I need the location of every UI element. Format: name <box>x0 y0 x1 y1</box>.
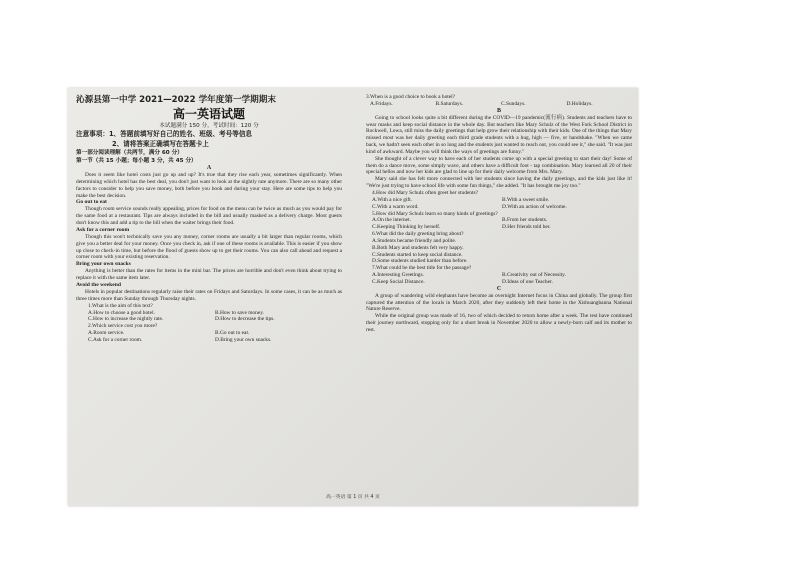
question-7: 7.What could be the best title for the passage? <box>372 265 472 272</box>
notice-label: 注意事项： <box>76 130 109 138</box>
option-1c: C.How to increase the nightly rate. <box>88 316 164 323</box>
option-6c: C.Students started to keep social distance. <box>372 251 463 258</box>
passage-a-paragraph-4: Hotels in popular destinations regularly raise their rates on Fridays and Saturdays. In some cases, it can be as much as three times more than Sunday through Thursday nights. <box>76 288 342 302</box>
question-2-options-cd <box>76 337 342 344</box>
option-7c: C.Keep Social Distance. <box>372 278 425 285</box>
score-time: 本试题满分 150 分，考试时间：120 分 <box>159 123 259 129</box>
option-2c: C.Ask for a corner room. <box>88 336 143 343</box>
option-2a: A.Room service. <box>88 330 125 337</box>
option-4b: B.With a sweet smile. <box>502 196 550 203</box>
question-7-options-cd <box>366 279 632 286</box>
question-1: 1.What is the aim of this text? <box>88 302 153 309</box>
notice-2: 2、请将答案正确填写在答题卡上 <box>112 139 209 148</box>
option-4a: A.With a nice gift. <box>372 196 413 203</box>
question-3: 3.When is a good choice to book a hotel? <box>366 94 456 100</box>
question-4: 4.How did Mary Schulz often greet her students? <box>372 189 478 196</box>
option-7a: A.Interesting Greetings. <box>372 272 424 279</box>
option-4d: D.With an action of welcome. <box>502 203 567 210</box>
passage-a-paragraph-1: Though room service sounds really appealing, prices for food on the menu can be twice as much as you would pay for the same food at a restaurant. Tips are always included in the bill and usually masked as a delivery charge. Most guests don't know this and add a tip to the bill when the waiter brings their food. <box>76 206 342 227</box>
part1-title: 第一部分阅读理解（共两节，满分 60 分） <box>76 150 183 156</box>
question-5: 5.How did Mary Schulz learn so many kinds of greetings? <box>372 210 498 217</box>
page-footer: 高一英语 第 1 页 共 4 页 <box>326 495 380 500</box>
option-1a: A.How to choose a good hotel. <box>88 309 155 316</box>
right-column <box>366 94 632 484</box>
option-5c: C.Keeping Thinking by herself. <box>372 224 441 231</box>
notice-1 <box>76 130 342 140</box>
passage-b-paragraph-3: Mary said she has felt more connected with her students since having the daily greetings, and the kids just like it! "We're just trying to have school life with some fun things," she added. "It has brought me joy too." <box>366 176 632 190</box>
option-4c: C.With a warm word. <box>372 203 419 210</box>
exam-title: 高一英语试题 <box>172 107 245 121</box>
passage-c-paragraph-2: While the original group was made of 16, two of which decided to return home after a week. The rest have continued their journey northward, stopping only for a short break in November 2020 to allow a newly-born calf and its mother to rest. <box>366 313 632 333</box>
option-7b: B.Creativity out of Necessity. <box>502 272 566 279</box>
exam-sheet <box>68 88 638 506</box>
passage-b-paragraph-1: Going to school looks quite a bit different during the COVID—19 pandemic(流行病). Students and teachers have to wear masks and keep social distance in the whole day. But teachers like Mary Schulz of the West Fork School District in Rockwell, Lowa, still miss the daily greetings that help grow their relationship with their kids. One of the things that Mary missed most was her daily greeting each third grade students with a hug, high — five, or handshake. "When we came back, we hadn't seen each other in so long and the students just wanted to reach out, you could see it," she said. "It was just kind of awkward. Maybe you will think the ways of greetings are funny." <box>366 114 632 155</box>
option-6a: A.Students became friendly and polite. <box>372 237 457 244</box>
question-6: 6.What did the daily greeting bring about? <box>372 231 464 238</box>
passage-a-heading-1: Go out to eat <box>76 199 107 206</box>
school-title: 沁源县第一中学 2021—2022 学年度第一学期期末 <box>76 95 276 105</box>
passage-c-letter: C <box>496 285 502 292</box>
passage-a-letter: A <box>206 165 212 171</box>
option-3a: A.Fridays. <box>370 100 393 107</box>
option-5d: D.Her friends told her. <box>502 224 551 231</box>
passage-a-paragraph-3: Anything is better than the rates for items in the mini bar. The prices are horrible and don't even think about trying to replace it with the same item later. <box>76 268 342 282</box>
option-3c: C.Sundays. <box>501 100 526 107</box>
question-2: 2.Which service cost you more? <box>88 323 158 330</box>
option-6b: B.Both Mary and students felt very happy. <box>372 244 464 251</box>
option-7d: D.Ideas of one Teacher. <box>502 278 553 285</box>
question-4-options-cd <box>366 204 632 211</box>
option-2b: B.Go out to eat. <box>215 330 250 337</box>
option-3d: D.Holidays. <box>566 100 593 107</box>
question-1-options-cd <box>76 316 342 323</box>
passage-c-paragraph-1: A group of wandering wild elephants have become an overnight Internet focus in China and globally. The group first captured the attention of the locals in March 2020, after they suddenly left their home in the Xishuangbanna National Nature Reserve. <box>366 292 632 313</box>
passage-a-intro: Does it seem like hotel costs just go up and up? It's true that they rise each year, sometimes significantly. When determining which hotel has the best deal, you don't just want to look at the nightly rate anymore. There are so many other factors to consider to help you save money, both before you book and during your stay. Here are some tips to help you make the best decision. <box>76 172 342 199</box>
passage-a-paragraph-2: Though this won't technically save you any money, corner rooms are usually a bit larger than regular rooms, which give you a better deal for your money. Once you check in, ask if one of these rooms is available. This is easier if you show up close to check-in time, but before the flood of guests show up to get their rooms. You can also call ahead and request a corner room with your existing reservation. <box>76 233 342 261</box>
question-4-options-ab <box>366 197 632 204</box>
passage-a-heading-4: Avoid the weekend <box>76 281 121 288</box>
left-column <box>76 94 342 484</box>
question-5-options-cd <box>366 224 632 231</box>
question-1-options-ab <box>76 310 342 317</box>
question-2-options-ab <box>76 330 342 337</box>
passage-a-heading-2: Ask for a corner room <box>76 226 130 233</box>
passage-a-heading-3: Bring your own snacks <box>76 261 131 268</box>
section1-title: 第一节（共 15 小题；每小题 3 分，共 45 分） <box>76 158 197 164</box>
passage-b-paragraph-2: She thought of a clever way to have each of her students come up with a special greeting to start their day! Some of them do a dance move, some simply wave, and others have a difficult foot - tap combination. Mary learned all 20 of their special hellos and now her kids are glad to line up for their daily welcome from Mrs. Mary. <box>366 155 632 176</box>
passage-b-letter: B <box>496 107 501 114</box>
question-3-options <box>366 101 632 108</box>
option-2d: D.Bring your own snacks. <box>215 336 272 343</box>
notice-1-text: 1、答题前填写好自己的姓名、班级、考号等信息 <box>108 130 253 138</box>
option-5b: B.From her students. <box>502 217 548 224</box>
option-1b: B.How to save money. <box>215 309 264 316</box>
option-1d: D.How to decrease the tips. <box>215 316 275 323</box>
question-7-options-ab <box>366 272 632 279</box>
option-5a: A.On the internet. <box>372 217 411 224</box>
option-3b: B.Saturdays. <box>435 100 464 107</box>
option-6d: D.Some students studied harder than before. <box>372 258 468 265</box>
